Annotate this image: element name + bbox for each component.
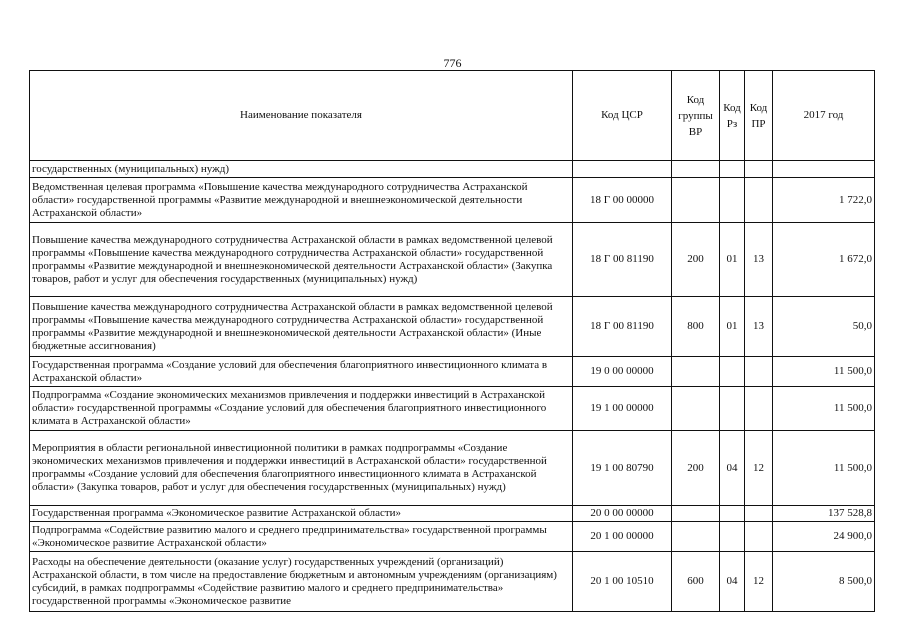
row-pr: [745, 178, 773, 223]
row-group: 200: [672, 223, 720, 297]
row-pr: 12: [745, 552, 773, 612]
row-rz: [720, 161, 745, 178]
row-csr: 18 Г 00 81190: [573, 223, 672, 297]
row-pr: [745, 161, 773, 178]
header-pr: Код ПР: [745, 71, 773, 161]
row-name: Повышение качества международного сотрудничества Астраханской области в рамках ведомственной целевой программы «Повышение качества международного сотрудничества Астраханской области» государственной программы «Развитие международной и внешнеэкономической деятельности Астраханской области» (Иные бюджетные ассигнования): [30, 297, 573, 357]
table-row: [30, 387, 875, 431]
row-amount: 8 500,0: [773, 552, 875, 612]
header-year: 2017 год: [773, 71, 875, 161]
row-amount: 11 500,0: [773, 357, 875, 387]
row-group: [672, 522, 720, 552]
table-row: [30, 506, 875, 522]
row-name: Повышение качества международного сотрудничества Астраханской области в рамках ведомственной целевой программы «Повышение качества международного сотрудничества Астраханской области» государственной программы «Развитие международной и внешнеэкономической деятельности Астраханской области» (Закупка товаров, работ и услуг для обеспечения государственных (муниципальных) нужд): [30, 223, 573, 297]
row-amount: 11 500,0: [773, 387, 875, 431]
table-row: [30, 522, 875, 552]
row-name: Государственная программа «Создание условий для обеспечения благоприятного инвестиционного климата в Астраханской области»: [30, 357, 573, 387]
row-pr: [745, 357, 773, 387]
header-csr: Код ЦСР: [573, 71, 672, 161]
row-name: Подпрограмма «Содействие развитию малого и среднего предпринимательства» государственной программы «Экономическое развитие Астраханской области»: [30, 522, 573, 552]
row-csr: 20 0 00 00000: [573, 506, 672, 522]
table-row: [30, 297, 875, 357]
row-rz: 01: [720, 223, 745, 297]
row-csr: 19 1 00 00000: [573, 387, 672, 431]
row-csr: [573, 161, 672, 178]
row-name: Мероприятия в области региональной инвестиционной политики в рамках подпрограммы «Создание экономических механизмов привлечения и поддержки инвестиций в Астраханской области» государственной программы «Создание условий для обеспечения благоприятного инвестиционного климата в Астраханской области» (Закупка товаров, работ и услуг для обеспечения государственных (муниципальных) нужд): [30, 431, 573, 506]
row-group: 800: [672, 297, 720, 357]
row-csr: 18 Г 00 81190: [573, 297, 672, 357]
row-rz: [720, 506, 745, 522]
row-amount: 11 500,0: [773, 431, 875, 506]
table-row: [30, 223, 875, 297]
row-name: государственных (муниципальных) нужд): [30, 161, 573, 178]
row-group: 600: [672, 552, 720, 612]
row-rz: 04: [720, 552, 745, 612]
table-row: [30, 357, 875, 387]
row-rz: 01: [720, 297, 745, 357]
row-amount: 1 722,0: [773, 178, 875, 223]
row-rz: [720, 387, 745, 431]
table-row: [30, 552, 875, 612]
row-pr: [745, 522, 773, 552]
row-pr: [745, 387, 773, 431]
row-rz: 04: [720, 431, 745, 506]
table-row: [30, 178, 875, 223]
row-csr: 19 0 00 00000: [573, 357, 672, 387]
row-amount: 137 528,8: [773, 506, 875, 522]
row-group: 200: [672, 431, 720, 506]
row-name: Расходы на обеспечение деятельности (оказание услуг) государственных учреждений (организаций) Астраханской области, в том числе на предоставление бюджетным и автономным учреждениям (организациям) субсидий, в рамках подпрограммы «Содействие развитию малого и среднего предпринимательства» государственной программы «Экономическое развитие: [30, 552, 573, 612]
row-group: [672, 387, 720, 431]
row-name: Государственная программа «Экономическое развитие Астраханской области»: [30, 506, 573, 522]
budget-table: [29, 70, 875, 612]
table-header-row: [30, 71, 875, 161]
row-pr: 13: [745, 297, 773, 357]
header-rz: Код Рз: [720, 71, 745, 161]
row-group: [672, 178, 720, 223]
row-amount: 50,0: [773, 297, 875, 357]
header-name: Наименование показателя: [30, 71, 573, 161]
row-csr: 19 1 00 80790: [573, 431, 672, 506]
row-csr: 20 1 00 00000: [573, 522, 672, 552]
row-group: [672, 506, 720, 522]
row-name: Ведомственная целевая программа «Повышение качества международного сотрудничества Астраханской области» государственной программы «Развитие международной и внешнеэкономической деятельности Астраханской области»: [30, 178, 573, 223]
row-amount: [773, 161, 875, 178]
row-amount: 24 900,0: [773, 522, 875, 552]
row-amount: 1 672,0: [773, 223, 875, 297]
row-group: [672, 357, 720, 387]
row-csr: 20 1 00 10510: [573, 552, 672, 612]
row-pr: 12: [745, 431, 773, 506]
row-pr: [745, 506, 773, 522]
row-rz: [720, 522, 745, 552]
page-number: 776: [443, 56, 462, 70]
row-rz: [720, 357, 745, 387]
row-pr: 13: [745, 223, 773, 297]
row-name: Подпрограмма «Создание экономических механизмов привлечения и поддержки инвестиций в Астраханской области» государственной программы «Создание условий для обеспечения благоприятного инвестиционного климата в Астраханской области»: [30, 387, 573, 431]
header-group-vr: Код группы ВР: [672, 71, 720, 161]
row-rz: [720, 178, 745, 223]
table-row: [30, 431, 875, 506]
row-group: [672, 161, 720, 178]
row-csr: 18 Г 00 00000: [573, 178, 672, 223]
table-row: [30, 161, 875, 178]
